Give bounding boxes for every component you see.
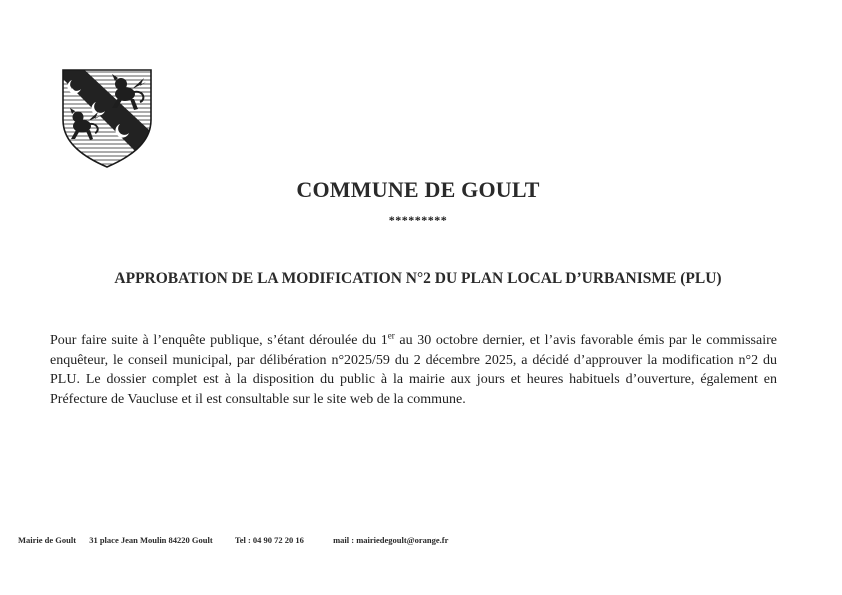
footer-address: 31 place Jean Moulin 84220 Goult: [89, 535, 213, 545]
commune-title: COMMUNE DE GOULT: [296, 177, 540, 202]
separator: *********: [388, 213, 448, 227]
footer: [18, 535, 448, 545]
notice-body: [50, 331, 777, 409]
notice-body-part1: Pour faire suite à l’enquête publique, s’étant déroulée du 1: [50, 333, 388, 348]
notice-body-superscript: er: [387, 330, 395, 341]
footer-mairie-name: Mairie de Goult: [18, 535, 77, 545]
coat-of-arms-icon: [60, 68, 154, 168]
footer-email: mail : mairiedegoult@orange.fr: [333, 535, 449, 545]
footer-phone: Tel : 04 90 72 20 16: [234, 535, 304, 545]
notice-body-part2: au 30 octobre dernier, et l’avis favorable émis par le commissaire enquêteur, le conseil municipal, par délibération n°2025/59 du 2 décembre 2025, a décidé d’approuver la modification n°2 du PLU. Le dossier complet est à la disposition du public à la mairie aux jours et heures habituels d’ouverture, également en Préfecture de Vaucluse et il est consultable sur le site web de la commune.: [50, 333, 777, 407]
notice-title: APPROBATION DE LA MODIFICATION N°2 DU PLAN LOCAL D’URBANISME (PLU): [114, 270, 722, 287]
